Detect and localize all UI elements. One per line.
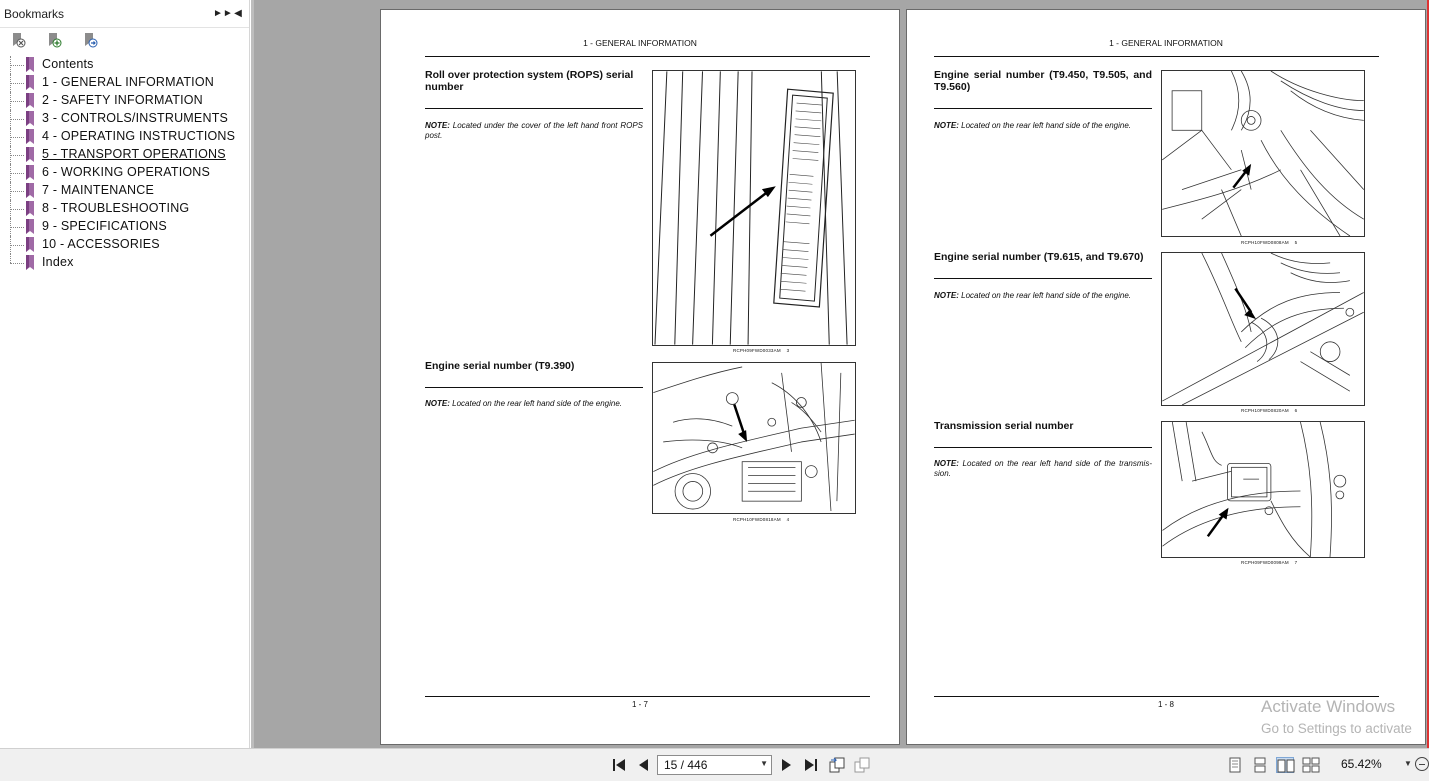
zoom-out-icon[interactable] (1415, 757, 1429, 771)
tree-line (10, 173, 24, 174)
tree-line (10, 137, 24, 138)
tree-line (10, 191, 24, 192)
add-bookmark-icon[interactable] (46, 32, 62, 48)
continuous-facing-view-icon[interactable] (1302, 757, 1320, 773)
bookmark-label: 10 - ACCESSORIES (42, 237, 160, 251)
bookmark-item[interactable] (10, 110, 249, 128)
first-page-button[interactable] (610, 757, 628, 773)
bookmark-label: 7 - MAINTENANCE (42, 183, 155, 197)
page-header: 1 - GENERAL INFORMATION (583, 38, 697, 48)
bookmark-label: 6 - WORKING OPERATIONS (42, 165, 211, 179)
bookmark-label: 5 - TRANSPORT OPERATIONS (42, 147, 226, 161)
section-title-engine-t9390: Engine serial number (T9.390) (425, 360, 575, 372)
bookmark-icon (25, 75, 35, 90)
next-page-button[interactable] (777, 757, 795, 773)
bookmark-label: Contents (42, 57, 94, 71)
note-engine-t9390: NOTE: Located on the rear left hand side of the engine. (425, 399, 623, 408)
bookmark-item[interactable] (10, 218, 249, 236)
header-rule (425, 56, 870, 57)
single-page-view-icon[interactable] (1226, 757, 1244, 773)
previous-view-icon[interactable] (828, 757, 846, 773)
bookmarks-title: Bookmarks (4, 6, 65, 21)
bookmark-item[interactable] (10, 92, 249, 110)
facing-view-icon[interactable] (1276, 757, 1294, 773)
tree-line (10, 254, 11, 263)
page-number-value: 15 / 446 (664, 758, 708, 772)
delete-bookmark-icon[interactable] (10, 32, 26, 48)
tree-line (10, 65, 24, 66)
zoom-dropdown-icon[interactable]: ▼ (1404, 759, 1412, 768)
bookmark-label: 2 - SAFETY INFORMATION (42, 93, 203, 107)
section-rule (425, 108, 643, 109)
previous-page-button[interactable] (635, 757, 653, 773)
bookmark-label: 3 - CONTROLS/INSTRUMENTS (42, 111, 229, 125)
bookmark-item[interactable] (10, 182, 249, 200)
bookmark-icon (25, 111, 35, 126)
bookmark-tree (0, 56, 249, 272)
section-rule (934, 447, 1152, 448)
last-page-button[interactable] (802, 757, 820, 773)
zoom-level[interactable]: 65.42% (1341, 757, 1382, 771)
page-number: 1 - 7 (631, 700, 648, 709)
page-number: 1 - 8 (1157, 700, 1174, 709)
activate-windows-subtitle: Go to Settings to activate (1261, 721, 1412, 736)
footer-rule (425, 696, 870, 697)
activate-windows-title: Activate Windows (1261, 697, 1396, 716)
bookmarks-header (0, 0, 249, 28)
section-title-engine-t9615: Engine serial number (T9.615, and T9.670) (934, 251, 1144, 263)
page-1-7 (380, 9, 900, 745)
bookmark-item[interactable] (10, 236, 249, 254)
bookmark-icon (25, 255, 35, 270)
chevron-down-icon[interactable]: ▼ (760, 759, 768, 768)
bookmark-label: 9 - SPECIFICATIONS (42, 219, 167, 233)
tree-line (10, 263, 24, 264)
collapse-panel-icon[interactable]: ◀ (234, 8, 242, 19)
page-number-input[interactable] (657, 755, 772, 775)
continuous-view-icon[interactable] (1251, 757, 1269, 773)
bookmark-item[interactable] (10, 164, 249, 182)
figure-rops-post (652, 70, 856, 346)
bookmark-icon (25, 129, 35, 144)
bookmark-item[interactable] (10, 254, 249, 272)
bookmark-label: 1 - GENERAL INFORMATION (42, 75, 214, 89)
bookmark-item[interactable] (10, 200, 249, 218)
bookmark-icon (25, 93, 35, 108)
figure-caption: RCPH09FWD0099AM 7 (1241, 560, 1298, 565)
bookmark-icon (25, 57, 35, 72)
note-engine-t9450: NOTE: Located on the rear left hand side of the engine. (934, 121, 1132, 130)
bookmark-label: Index (42, 255, 74, 269)
tree-line (10, 119, 24, 120)
bookmark-icon (25, 147, 35, 162)
figure-caption: RCPH10FWD0808AM 5 (1241, 240, 1298, 245)
figure-caption: RCPH10FWD0818AM 4 (733, 517, 790, 522)
navigation-bar (0, 748, 1429, 781)
bookmark-icon (25, 183, 35, 198)
figure-engine-t9615 (1161, 252, 1365, 406)
section-rule (934, 108, 1152, 109)
figure-caption: RCPH09FWD0033AM 3 (733, 348, 790, 353)
figure-engine-t9390 (652, 362, 856, 514)
page-header: 1 - GENERAL INFORMATION (1109, 38, 1223, 48)
note-engine-t9615: NOTE: Located on the rear left hand side of the engine. (934, 291, 1132, 300)
tree-line (10, 245, 24, 246)
tree-line (10, 227, 24, 228)
bookmark-item[interactable] (10, 56, 249, 74)
bookmark-icon (25, 219, 35, 234)
figure-transmission (1161, 421, 1365, 558)
figure-engine-t9450 (1161, 70, 1365, 237)
bookmark-icon (25, 237, 35, 252)
next-view-icon[interactable] (853, 757, 871, 773)
note-transmission: NOTE: Located on the rear left hand side of the transmis-sion. (934, 459, 1152, 478)
bookmark-label: 4 - OPERATING INSTRUCTIONS (42, 129, 236, 143)
figure-caption: RCPH10FWD0820AM 6 (1241, 408, 1298, 413)
document-area[interactable] (254, 0, 1429, 748)
bookmark-options-icon[interactable] (82, 32, 98, 48)
tree-line (10, 155, 24, 156)
section-title-transmission: Transmission serial number (934, 420, 1074, 432)
expand-panel-icon[interactable]: ►► (213, 8, 233, 19)
bookmarks-toolbar (0, 28, 249, 52)
header-rule (934, 56, 1379, 57)
page-1-8 (906, 9, 1426, 745)
section-rule (425, 387, 643, 388)
bookmark-item[interactable] (10, 146, 249, 164)
bookmark-item[interactable] (10, 74, 249, 92)
tree-line (10, 101, 24, 102)
bookmark-icon (25, 165, 35, 180)
bookmark-icon (25, 201, 35, 216)
tree-line (10, 83, 24, 84)
bookmark-label: 8 - TROUBLESHOOTING (42, 201, 190, 215)
note-rops: NOTE: Located under the cover of the left hand front ROPS post. (425, 121, 643, 140)
tree-line (10, 209, 24, 210)
bookmarks-panel (0, 0, 250, 748)
section-rule (934, 278, 1152, 279)
section-title-engine-t9450: Engine serial number (T9.450, T9.505, and T9.560) (934, 69, 1152, 93)
bookmark-item[interactable] (10, 128, 249, 146)
section-title-rops: Roll over protection system (ROPS) serial number (425, 69, 634, 93)
